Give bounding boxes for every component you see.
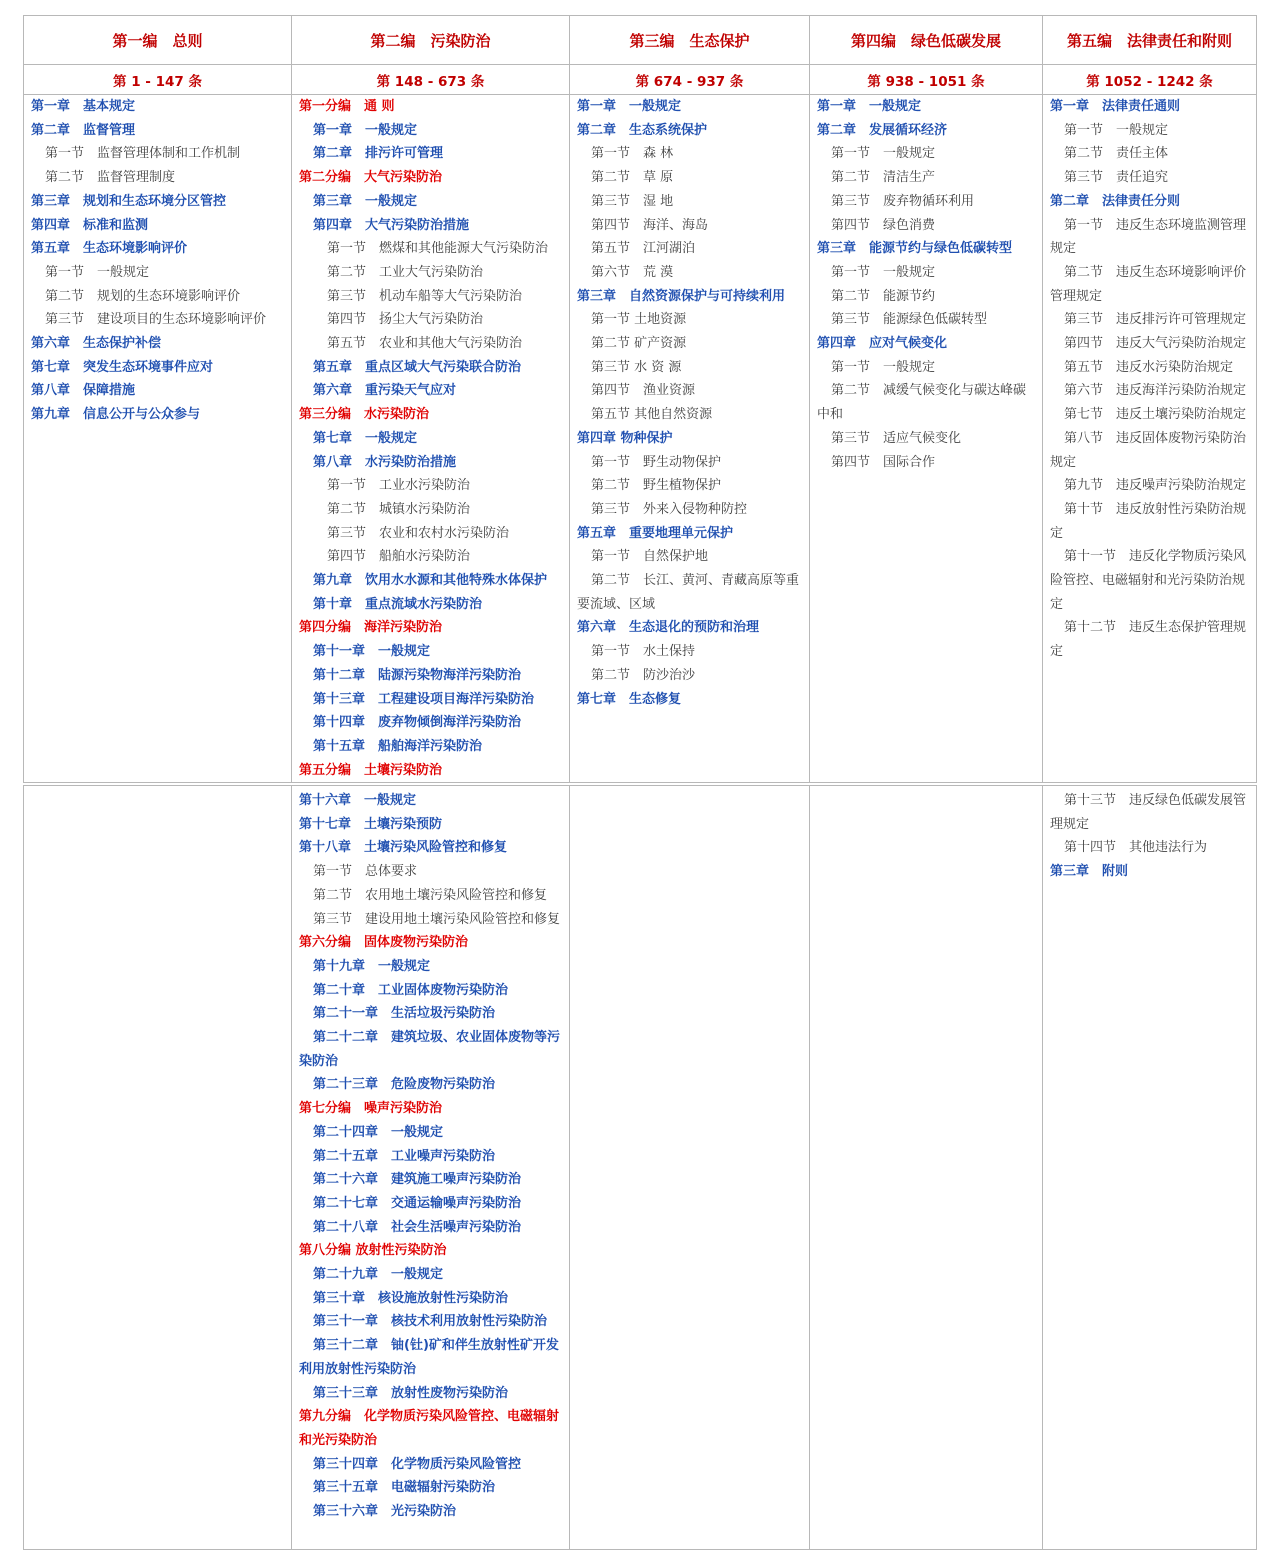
chapter-item: 第二十四章 一般规定 [313,1124,444,1140]
section-item: 第一节 总体要求 [313,864,418,880]
section-item: 第六节 荒 漠 [591,264,674,280]
chapter-item: 第二十二章 建筑垃圾、农业固体废物等污染防治 [299,1030,561,1069]
section-item: 第八节 违反固体废物污染防治规定 [1050,430,1247,470]
section-item: 第一节 土地资源 [591,312,687,328]
chapter-item: 第二十九章 一般规定 [313,1267,444,1283]
chapter-item: 第三章 规划和生态环境分区管控 [31,193,227,209]
contents-row-top [23,95,1257,783]
chapter-item: 第四章 物种保护 [577,430,673,446]
section-item: 第一节 违反生态环境监测管理规定 [1050,217,1247,257]
section-item: 第一节 监督管理体制和工作机制 [45,146,241,162]
chapter-item: 第十三章 工程建设项目海洋污染防治 [313,691,535,707]
chapter-item: 第十七章 土壤污染预防 [299,816,443,832]
section-item: 第四节 渔业资源 [591,383,696,399]
range-part-2: 第 148 - 673 条 [292,65,570,94]
section-item: 第二节 野生植物保护 [591,478,722,494]
chapter-item: 第七章 突发生态环境事件应对 [31,359,214,375]
section-item: 第二节 能源节约 [831,288,936,304]
chapter-item: 第四章 标准和监测 [31,217,149,233]
section-item: 第一节 一般规定 [831,264,936,280]
chapter-item: 第六章 生态保护补偿 [31,336,162,352]
chapter-item: 第三十三章 放射性废物污染防治 [313,1385,509,1401]
section-item: 第二节 责任主体 [1064,146,1169,162]
chapter-item: 第三章 自然资源保护与可持续利用 [577,288,786,304]
chapter-item: 第六章 生态退化的预防和治理 [577,620,760,636]
header-part-5: 第五编 法律责任和附则 [1043,16,1257,64]
section-item: 第二节 工业大气污染防治 [327,264,484,280]
section-item: 第二节 监督管理制度 [45,170,176,186]
chapter-item: 第九章 饮用水水源和其他特殊水体保护 [313,573,548,589]
section-item: 第三节 违反排污许可管理规定 [1064,312,1247,328]
section-item: 第四节 绿色消费 [831,217,936,233]
section-item: 第三节 能源绿色低碳转型 [831,312,988,328]
contents-part-1 [23,95,292,782]
chapter-item: 第二章 生态系统保护 [577,122,708,138]
section-item: 第一节 一般规定 [1064,122,1169,138]
section-item: 第二节 清洁生产 [831,170,936,186]
contents-part-4 [810,95,1043,782]
section-item: 第二节 减缓气候变化与碳达峰碳中和 [817,383,1027,423]
section-item: 第二节 规划的生态环境影响评价 [45,288,241,304]
chapter-item: 第一章 一般规定 [817,99,922,114]
sub-part-heading: 第六分编 固体废物污染防治 [299,935,469,951]
section-item: 第二节 矿产资源 [591,336,687,352]
contents-part-4-cont [810,786,1043,1549]
chapter-item: 第七章 生态修复 [577,691,682,707]
section-item: 第三节 外来入侵物种防控 [591,501,748,517]
chapter-item: 第九章 信息公开与公众参与 [31,407,201,423]
chapter-item: 第二章 排污许可管理 [313,146,444,162]
chapter-item: 第一章 一般规定 [313,122,418,138]
section-item: 第九节 违反噪声污染防治规定 [1064,478,1247,494]
chapter-item: 第十四章 废弃物倾倒海洋污染防治 [313,715,522,731]
section-item: 第四节 船舶水污染防治 [327,549,471,565]
section-item: 第一节 工业水污染防治 [327,478,471,494]
chapter-item: 第一章 法律责任通则 [1050,99,1181,114]
section-item: 第十三节 违反绿色低碳发展管理规定 [1050,793,1247,832]
chapter-item: 第二章 发展循环经济 [817,122,948,138]
header-part-1: 第一编 总则 [23,16,292,64]
section-item: 第二节 草 原 [591,170,674,186]
section-item: 第一节 森 林 [591,146,674,162]
chapter-item: 第三章 能源节约与绿色低碳转型 [817,241,1013,257]
section-item: 第二节 防沙治沙 [591,667,696,683]
chapter-item: 第十章 重点流域水污染防治 [313,596,483,612]
section-item: 第三节 建设项目的生态环境影响评价 [45,312,267,328]
chapter-item: 第十九章 一般规定 [313,958,431,974]
range-part-3: 第 674 - 937 条 [570,65,810,94]
section-item: 第二节 城镇水污染防治 [327,501,471,517]
chapter-item: 第十五章 船舶海洋污染防治 [313,738,483,754]
chapter-item: 第三十六章 光污染防治 [313,1504,457,1520]
chapter-item: 第三十一章 核技术利用放射性污染防治 [313,1314,548,1330]
contents-part-2-cont [292,786,570,1549]
chapter-item: 第二章 法律责任分则 [1050,193,1181,209]
section-item: 第七节 违反土壤污染防治规定 [1064,407,1247,423]
sub-part-heading: 第三分编 水污染防治 [299,407,430,423]
article-range-row [23,64,1257,95]
sub-part-heading: 第五分编 土壤污染防治 [299,762,443,778]
code-outline-table [23,15,1257,1550]
section-item: 第四节 国际合作 [831,454,936,470]
section-item: 第一节 燃煤和其他能源大气污染防治 [327,241,549,257]
section-item: 第十四节 其他违法行为 [1064,840,1208,856]
contents-part-3-cont [570,786,810,1549]
section-item: 第六节 违反海洋污染防治规定 [1064,383,1247,399]
chapter-item: 第八章 水污染防治措施 [313,454,457,470]
header-row [23,15,1257,64]
chapter-item: 第三章 附则 [1050,864,1129,880]
chapter-item: 第三十四章 化学物质污染风险管控 [313,1456,522,1472]
contents-part-5 [1043,95,1257,782]
section-item: 第一节 一般规定 [831,146,936,162]
section-item: 第十二节 违反生态保护管理规定 [1050,620,1247,660]
section-item: 第一节 一般规定 [831,359,936,375]
section-item: 第三节 湿 地 [591,193,674,209]
section-item: 第一节 野生动物保护 [591,454,722,470]
sub-part-heading: 第九分编 化学物质污染风险管控、电磁辐射和光污染防治 [299,1409,560,1448]
section-item: 第五节 农业和其他大气污染防治 [327,336,523,352]
chapter-item: 第十六章 一般规定 [299,793,417,808]
contents-part-2 [292,95,570,782]
header-part-2: 第二编 污染防治 [292,16,570,64]
section-item: 第三节 适应气候变化 [831,430,962,446]
chapter-item: 第二十六章 建筑施工噪声污染防治 [313,1172,522,1188]
chapter-item: 第二十五章 工业噪声污染防治 [313,1148,496,1164]
section-item: 第二节 农用地土壤污染风险管控和修复 [313,887,548,903]
range-part-1: 第 1 - 147 条 [23,65,292,94]
chapter-item: 第三十五章 电磁辐射污染防治 [313,1480,496,1496]
chapter-item: 第六章 重污染天气应对 [313,383,457,399]
chapter-item: 第四章 应对气候变化 [817,336,948,352]
chapter-item: 第四章 大气污染防治措施 [313,217,470,233]
sub-part-heading: 第二分编 大气污染防治 [299,170,443,186]
chapter-item: 第三十二章 铀(钍)矿和伴生放射性矿开发利用放射性污染防治 [299,1338,559,1377]
chapter-item: 第一章 基本规定 [31,99,136,114]
sub-part-heading: 第四分编 海洋污染防治 [299,620,443,636]
range-part-4: 第 938 - 1051 条 [810,65,1043,94]
chapter-item: 第二十章 工业固体废物污染防治 [313,982,509,998]
contents-part-3 [570,95,810,782]
chapter-item: 第五章 重要地理单元保护 [577,525,734,541]
sub-part-heading: 第八分编 放射性污染防治 [299,1243,447,1259]
section-item: 第三节 责任追究 [1064,170,1169,186]
contents-part-5-cont [1043,786,1257,1549]
section-item: 第二节 违反生态环境影响评价管理规定 [1050,264,1247,304]
header-part-3: 第三编 生态保护 [570,16,810,64]
section-item: 第三节 建设用地土壤污染风险管控和修复 [313,911,561,927]
chapter-item: 第三章 一般规定 [313,193,418,209]
chapter-item: 第十八章 土壤污染风险管控和修复 [299,840,508,856]
section-item: 第十节 违反放射性污染防治规定 [1050,501,1247,541]
chapter-item: 第二十一章 生活垃圾污染防治 [313,1006,496,1022]
sub-part-heading: 第七分编 噪声污染防治 [299,1101,443,1117]
section-item: 第五节 江河湖泊 [591,241,696,257]
contents-row-bottom [23,785,1257,1550]
chapter-item: 第八章 保障措施 [31,383,136,399]
chapter-item: 第二十七章 交通运输噪声污染防治 [313,1195,522,1211]
chapter-item: 第二十八章 社会生活噪声污染防治 [313,1219,522,1235]
section-item: 第三节 农业和农村水污染防治 [327,525,510,541]
section-item: 第十一节 违反化学物质污染风险管控、电磁辐射和光污染防治规定 [1050,549,1247,612]
header-part-4: 第四编 绿色低碳发展 [810,16,1043,64]
section-item: 第三节 水 资 源 [591,359,682,375]
section-item: 第四节 扬尘大气污染防治 [327,312,484,328]
section-item: 第四节 海洋、海岛 [591,217,709,233]
chapter-item: 第五章 生态环境影响评价 [31,241,188,257]
chapter-item: 第一章 一般规定 [577,99,682,114]
section-item: 第二节 长江、黄河、青藏高原等重要流域、区域 [577,573,800,612]
section-item: 第五节 其他自然资源 [591,407,713,423]
section-item: 第三节 机动车船等大气污染防治 [327,288,523,304]
sub-part-heading: 第一分编 通 则 [299,99,395,114]
section-item: 第一节 一般规定 [45,264,150,280]
chapter-item: 第十二章 陆源污染物海洋污染防治 [313,667,522,683]
range-part-5: 第 1052 - 1242 条 [1043,65,1257,94]
chapter-item: 第二章 监督管理 [31,122,136,138]
chapter-item: 第十一章 一般规定 [313,644,431,660]
chapter-item: 第二十三章 危险废物污染防治 [313,1077,496,1093]
chapter-item: 第五章 重点区域大气污染联合防治 [313,359,522,375]
section-item: 第四节 违反大气污染防治规定 [1064,336,1247,352]
contents-part-1-cont [23,786,292,1549]
chapter-item: 第七章 一般规定 [313,430,418,446]
section-item: 第三节 废弃物循环利用 [831,193,975,209]
chapter-item: 第三十章 核设施放射性污染防治 [313,1290,509,1306]
section-item: 第五节 违反水污染防治规定 [1064,359,1234,375]
section-item: 第一节 自然保护地 [591,549,709,565]
section-item: 第一节 水土保持 [591,644,696,660]
